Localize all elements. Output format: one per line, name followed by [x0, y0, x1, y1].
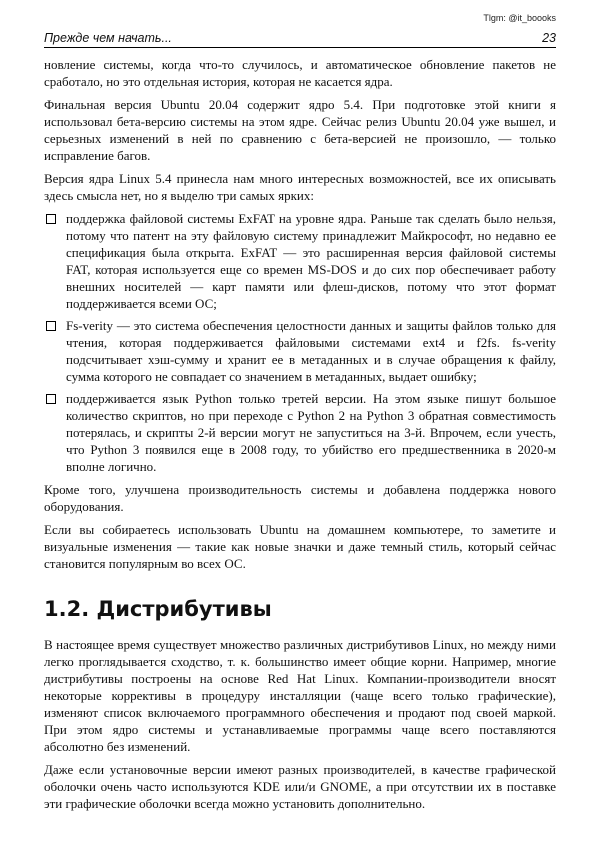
- paragraph: Если вы собираетесь использовать Ubuntu на домашнем компьютере, то заметите и визуальные изменения — такие как новые значки и даже темный стиль, который сейчас становится популярным во всех ОС.: [44, 522, 556, 571]
- list-item: [44, 390, 556, 475]
- paragraph: Финальная версия Ubuntu 20.04 содержит ядро 5.4. При подготовке этой книги я использовал бета-версию системы на этом ядре. Сейчас релиз Ubuntu 20.04 уже вышел, и серьезных изменений в ней по сравнению с бета-версией не произошло, — только исправление багов.: [44, 97, 556, 163]
- page-number: 23: [542, 31, 556, 45]
- feature-list: [44, 210, 556, 475]
- paragraph: В настоящее время существует множество различных дистрибутивов Linux, но между ними легко проглядывается сходство, т. к. большинство имеет общие корни. Например, многие дистрибутивы построены на основе Red Hat Linux. Компании-производители вносят некоторые коррективы в процедуру инсталляции (чаще всего только графические), изменяют список включаемого программного обеспечения и продают под своей маркой. При этом ядро системы и устанавливаемые программы чаще всего поставляются абсолютно без изменений.: [44, 637, 556, 754]
- running-header: [44, 27, 556, 48]
- paragraph: новление системы, когда что-то случилось, и автоматическое обновление пакетов не сработало, но это отдельная история, которая не касается ядра.: [44, 57, 556, 89]
- checkbox-bullet-icon: [46, 214, 56, 224]
- list-item-text: поддержка файловой системы ExFAT на уровне ядра. Раньше так сделать было нельзя, потому что патент на эту файловую систему принадлежит Майкрософт, но недавно ее спецификация была открыта. ExFAT — это расширенная версия файловой системы FAT, которая используется еще со времен MS-DOS и до сих пор обеспечивает работу внешних носителей — карт памяти или флеш-дисков, потому что этот формат поддерживается всеми ОС;: [66, 211, 556, 311]
- paragraph: Версия ядра Linux 5.4 принесла нам много интересных возможностей, все их описывать здесь смысла нет, но я выделю три самых ярких:: [44, 171, 556, 203]
- channel-tag: Tlgm: @it_boooks: [483, 13, 556, 23]
- section-heading: 1.2. Дистрибутивы: [44, 597, 272, 621]
- list-item: [44, 317, 556, 385]
- list-item: [44, 210, 556, 312]
- checkbox-bullet-icon: [46, 394, 56, 404]
- paragraph: Даже если установочные версии имеют разных производителей, в качестве графической оболочки очень часто используются KDE или/и GNOME, а при отсутствии их в поставке эти графические оболочки всегда можно установить дополнительно.: [44, 762, 556, 811]
- running-title: Прежде чем начать...: [44, 31, 172, 45]
- paragraph: Кроме того, улучшена производительность системы и добавлена поддержка нового оборудования.: [44, 482, 556, 514]
- list-item-text: поддерживается язык Python только третей версии. На этом языке пишут большое количество скриптов, но при переходе с Python 2 на Python 3 обратная совместимость потерялась, и скрипты 2-й версии могут не запуститься на 3-й. Впрочем, если учесть, что Python 3 появился еще в 2008 году, то убийство его предшественника в 2020-м вполне логично.: [66, 391, 556, 474]
- page-body: [44, 56, 556, 818]
- list-item-text: Fs-verity — это система обеспечения целостности данных и защиты файлов только для чтения, которая поддерживается файловыми системами ext4 и f2fs. fs-verity подсчитывает хэш-сумму и хранит ее в метаданных и в случае обращения к файлу, сумма которого не совпадает со значением в метаданных, выдает ошибку;: [66, 318, 556, 384]
- checkbox-bullet-icon: [46, 321, 56, 331]
